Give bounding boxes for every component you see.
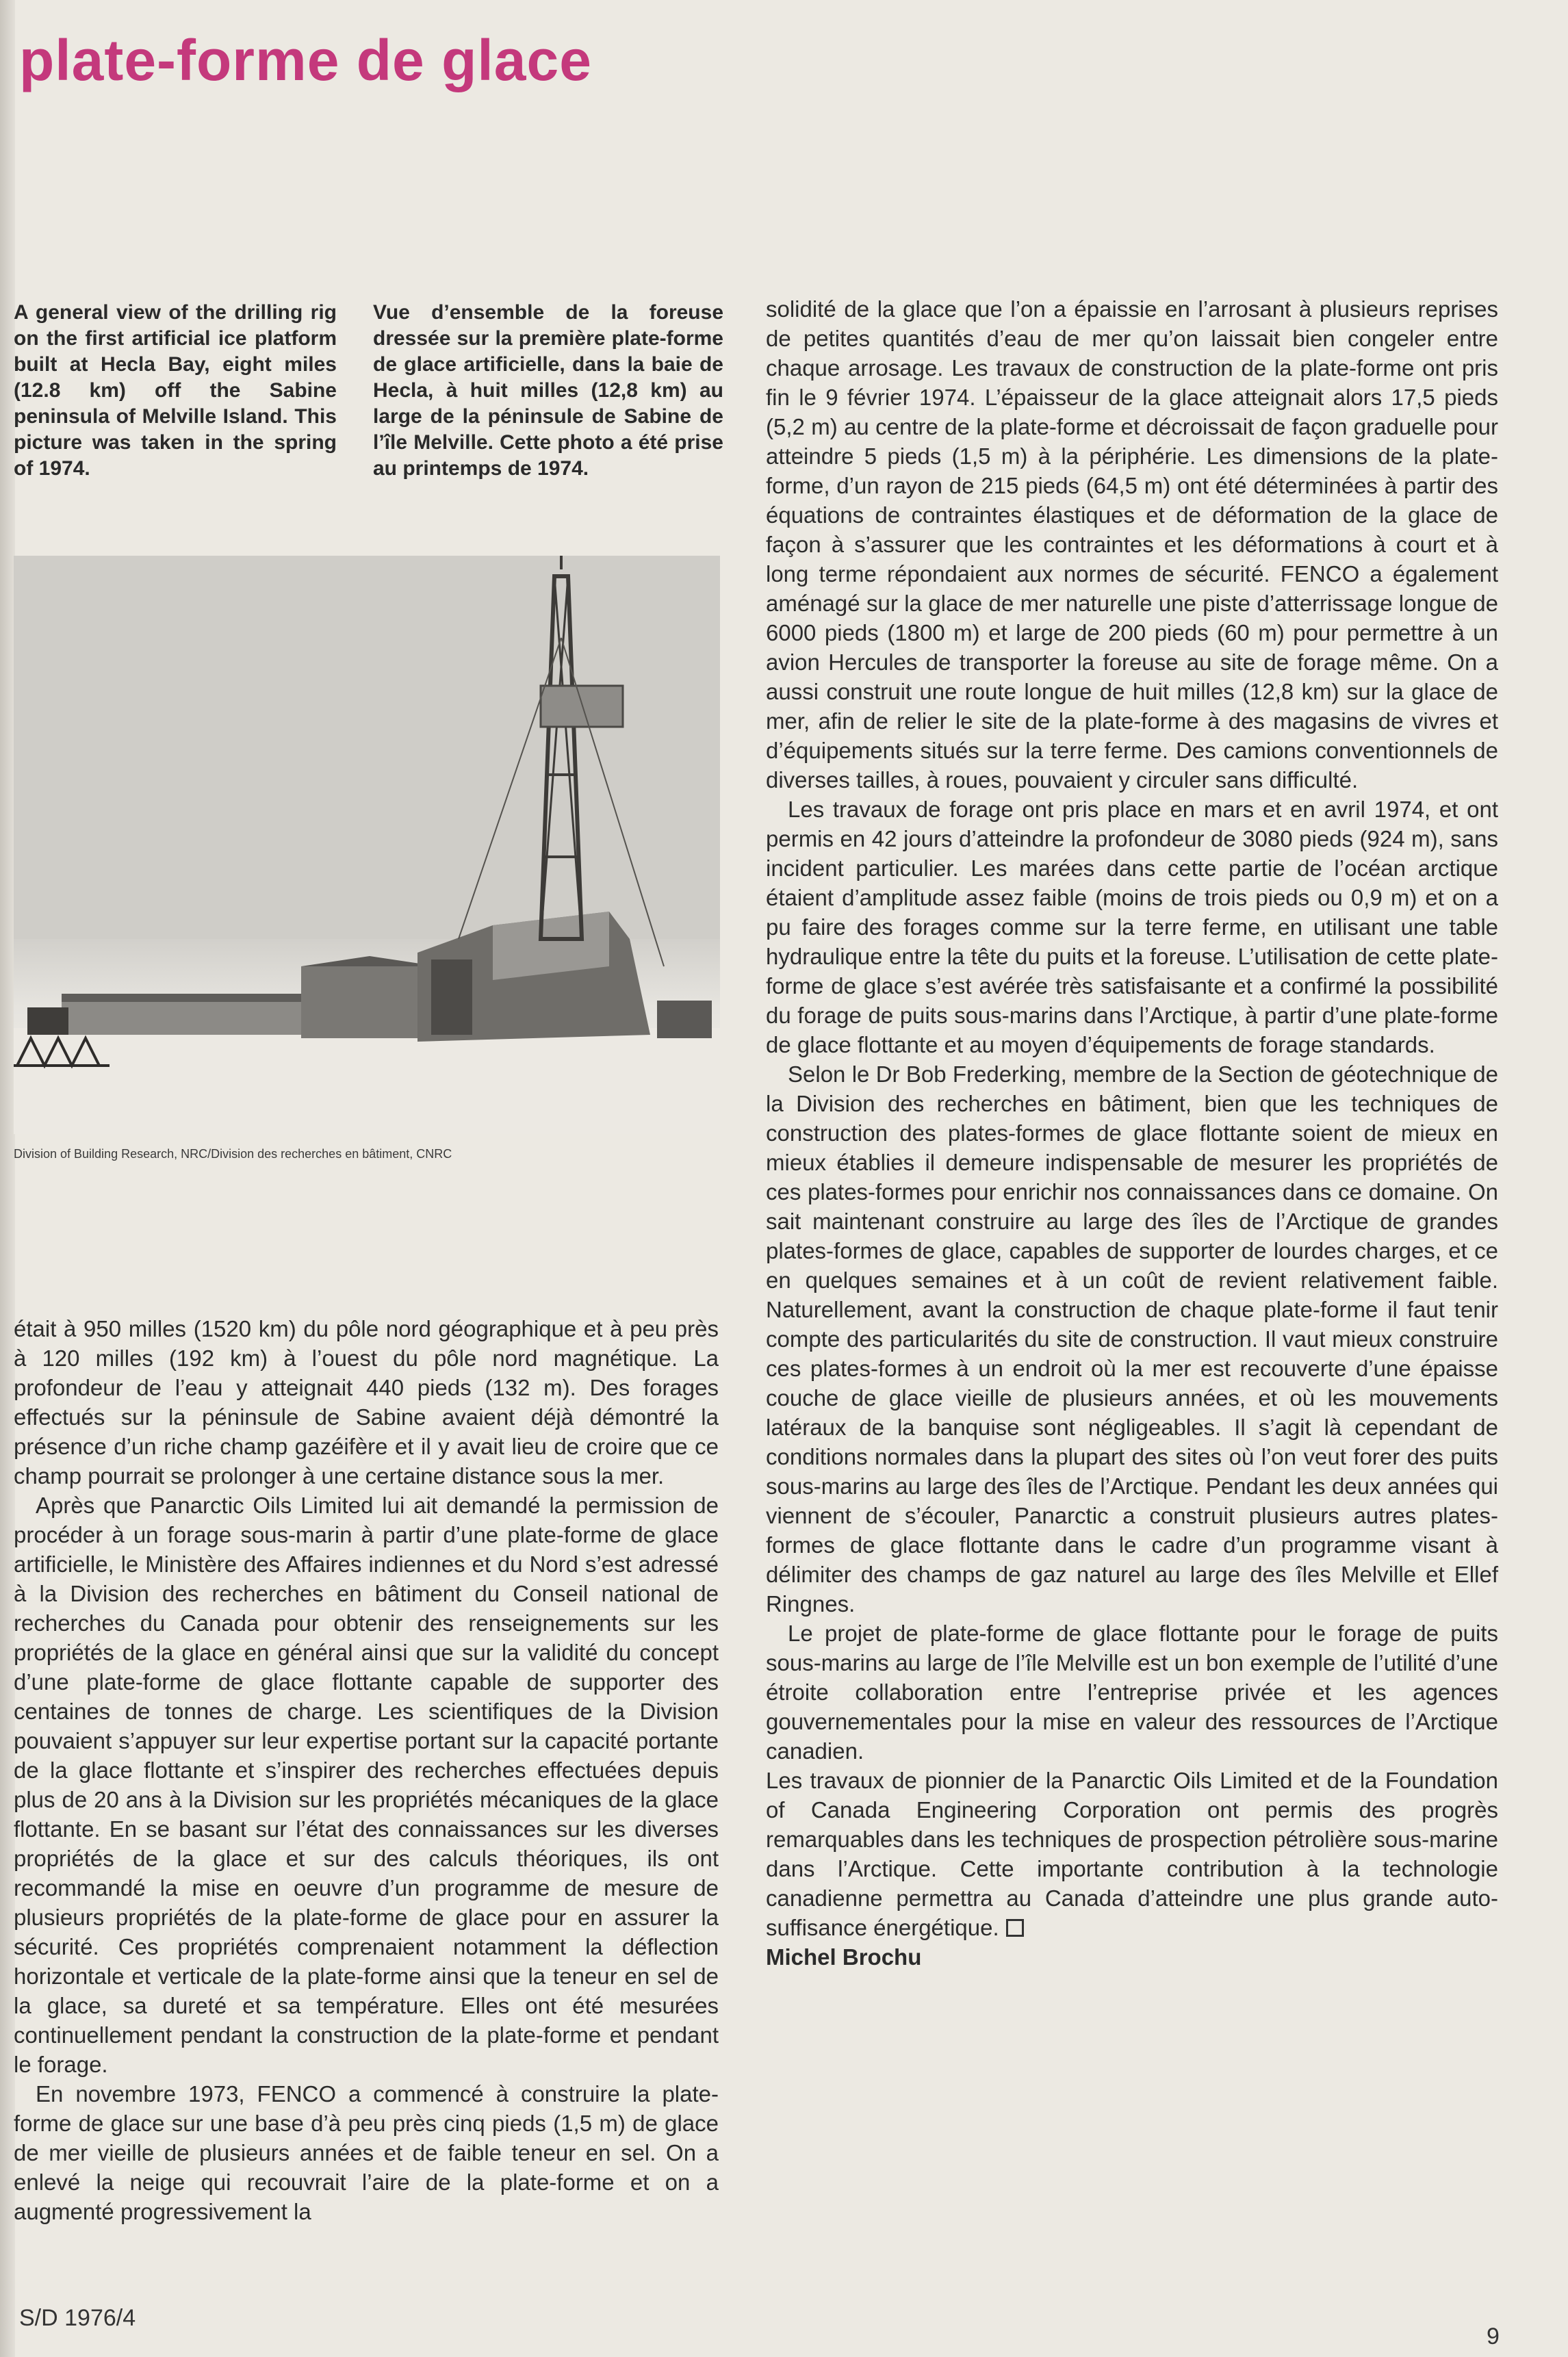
article-left-column	[14, 1314, 719, 2226]
paragraph-final	[766, 1766, 1498, 1942]
paragraph: solidité de la glace que l’on a épaissie en l’arrosant à plusieurs reprises de petites quantités d’eau de mer qu’on laissait bien congeler entre chaque arrosage. Les travaux de construction de la plate-forme ont pris fin le 9 février 1974. L’épaisseur de la glace atteignait alors 17,5 pieds (5,2 m) au centre de la plate-forme et décroissait de façon graduelle pour atteindre 5 pieds (1,5 m) à la périphérie. Les dimensions de la plate-forme, d’un rayon de 215 pieds (64,5 m) ont été déterminées à partir des équations de contraintes élastiques et de déformation de la glace de façon à s’assurer que les contraintes et les déformations à court et à long terme répondaient aux normes de sécurité. FENCO a également aménagé sur la glace de mer naturelle une piste d’atterrissage longue de 6000 pieds (1800 m) et large de 200 pieds (60 m) pour permettre à un avion Hercules de transporter la foreuse au site de forage même. On a aussi construit une route longue de huit milles (12,8 km) sur la glace de mer, afin de relier le site de la plate-forme à des magasins de vivres et d’équipements situés sur la terre ferme. Des camions conventionnels de diverses tailles, à roues, pouvaient y circuler sans difficulté.	[766, 296, 1498, 793]
paragraph: Le projet de plate-forme de glace flottante pour le forage de puits sous-marins au large de l’île Melville est un bon exemple de l’utilité d’une étroite collaboration entre l’entreprise privée et les agences gouvernementales pour la mise en valeur des ressources de l’Arctique canadien.	[766, 1621, 1498, 1764]
issue-footer: S/D 1976/4	[19, 2305, 136, 2331]
photo-caption-english: A general view of the drilling rig on the first artificial ice platform built at Hecla Bay, eight miles (12.8 km) off the Sabine peninsula of Melville Island. This picture was taken in the spring of 1974.	[14, 301, 337, 480]
paragraph-final-text: Les travaux de pionnier de la Panarctic Oils Limited et de la Foundation of Canada Engineering Corporation ont permis des progrès remarquables dans les techniques de prospection pétrolière sous-marine dans l’Arctique. Cette importante contribution à la technologie canadienne permettra au Canada d’atteindre une plus grande auto-suffisance énergétique.	[766, 1768, 1498, 1940]
photo-credit: Division of Building Research, NRC/Division des recherches en bâtiment, CNRC	[14, 1147, 452, 1161]
page-gutter	[0, 0, 15, 2357]
article-right-column	[766, 294, 1498, 1972]
page-title: plate-forme de glace	[19, 28, 592, 92]
paragraph: Selon le Dr Bob Frederking, membre de la Section de géotechnique de la Division des recherches en bâtiment, bien que les techniques de construction des plates-formes de glace flottante soient de mieux en mieux établies il demeure indispensable de mesurer les propriétés de ces plates-formes pour enrichir nos connaissances dans ce domaine. On sait maintenant construire au large des îles de l’Arctique de grandes plates-formes de glace, capables de supporter de lourdes charges, et ce en quelques semaines et à un coût de revient relativement faible. Naturellement, avant la construction de chaque plate-forme il faut tenir compte des particularités du site de construction. Il vaut mieux construire ces plates-formes à un endroit où la mer est recouverte d’une épaisse couche de glace vieille de plusieurs années, et où les mouvements latéraux de la banquise sont négligeables. Il s’agit là cependant de conditions normales dans la plupart des sites où l’on veut forer des puits sous-marins au large des îles de l’Arctique. Pendant les deux années qui viennent de s’écouler, Panarctic a construit plusieurs autres plates-formes de glace flottante dans le cadre d’un programme visant à délimiter des champs de gaz naturel au large des îles Melville et Ellef Ringnes.	[766, 1061, 1498, 1617]
drilling-rig-photo	[14, 556, 720, 1134]
photo-caption-french: Vue d’ensemble de la foreuse dressée sur la première plate-forme de glace artificielle, dans la baie de Hecla, à huit milles (12,8 km) au large de la péninsule de Sabine de l’île Melville. Cette photo a été prise au printemps de 1974.	[373, 301, 723, 480]
drilling-rig-illustration	[14, 556, 720, 1134]
paragraph: était à 950 milles (1520 km) du pôle nord géographique et à peu près à 120 milles (192 km) à l’ouest du pôle nord magnétique. La profondeur de l’eau y atteignait 440 pieds (132 m). Des forages effectués sur la péninsule de Sabine avaient déjà démontré la présence d’un riche champ gazéifère et il y avait lieu de croire que ce champ pourrait se prolonger à une certaine distance sous la mer.	[14, 1316, 719, 1489]
page-number: 9	[1487, 2323, 1500, 2349]
hollow-square-icon	[1006, 1919, 1024, 1937]
paragraph: En novembre 1973, FENCO a commencé à construire la plate-forme de glace sur une base d’à peu près cinq pieds (1,5 m) de glace de mer vieille de plusieurs années et de faible teneur en sel. On a enlevé la neige qui recouvrait l’aire de la plate-forme et on a augmenté progressivement la	[14, 2081, 719, 2224]
paragraph: Les travaux de forage ont pris place en mars et en avril 1974, et ont permis en 42 jours d’atteindre la profondeur de 3080 pieds (924 m), sans incident particulier. Les marées dans cette partie de l’océan arctique étaient d’amplitude assez faible (moins de trois pieds ou 0,9 m) et on a pu faire des forages comme sur la terre ferme, en utilisant une table hydraulique entre la tête du puits et la foreuse. L’utilisation de cette plate-forme de glace s’est avérée très satisfaisante et a confirmé la possibilité du forage de puits sous-marins dans l’Arctique, à partir d’une plate-forme de glace flottante et au moyen d’équipements de forage standards.	[766, 797, 1498, 1057]
paragraph: Après que Panarctic Oils Limited lui ait demandé la permission de procéder à un forage sous-marin à partir d’une plate-forme de glace artificielle, le Ministère des Affaires indiennes et du Nord s’est adressé à la Division des recherches en bâtiment du Conseil national de recherches du Canada pour obtenir des renseignements sur les propriétés de la glace en général ainsi que sur la validité du concept d’une plate-forme de glace flottante capable de supporter des centaines de tonnes de charge. Les scientifiques de la Division pouvaient s’appuyer sur leur expertise portant sur la capacité portante de la glace flottante et s’inspirer des recherches effectuées depuis plus de 20 ans à la Division sur les propriétés mécaniques de la glace flottante. En se basant sur l’état des connaissances sur les diverses propriétés de la glace et sur des calculs théoriques, ils ont recommandé la mise en oeuvre d’un programme de mesure de plusieurs propriétés de la plate-forme de glace pour en assurer la sécurité. Ces propriétés comprenaient notamment la déflection horizontale et verticale de la plate-forme ainsi que la teneur en sel de la glace, sa dureté et sa température. Elles ont été mesurées continuellement pendant la construction de la plate-forme et pendant le forage.	[14, 1493, 719, 2077]
author-signature: Michel Brochu	[766, 1944, 922, 1970]
